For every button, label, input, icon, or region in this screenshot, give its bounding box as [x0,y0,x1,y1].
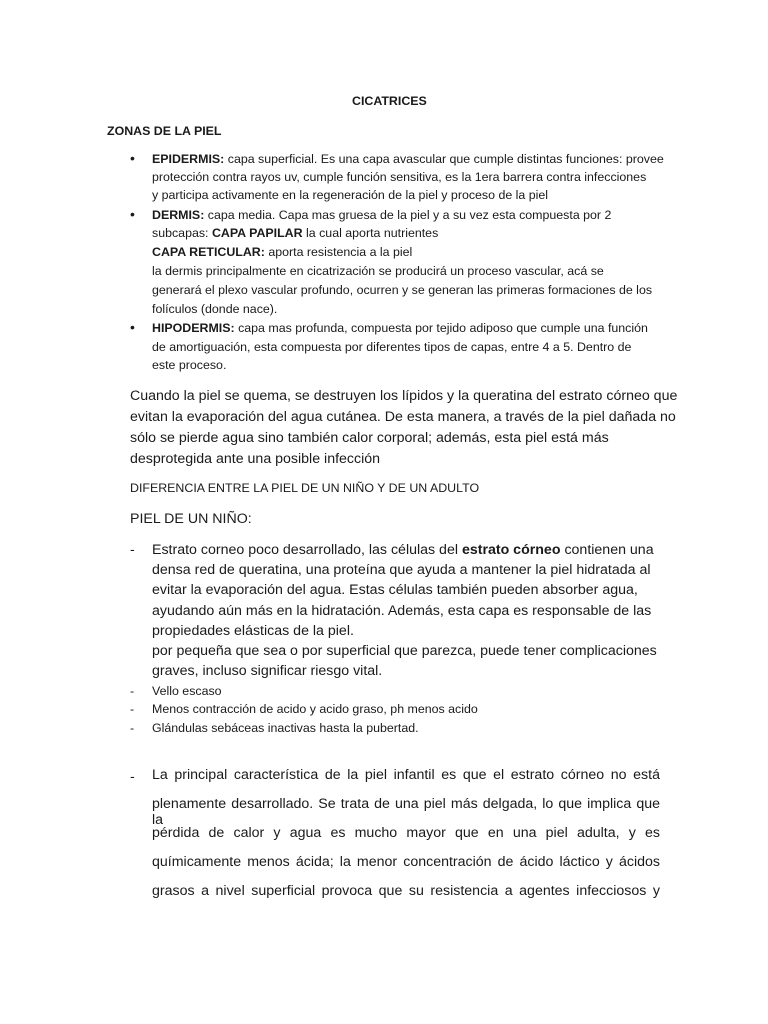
section-heading: ZONAS DE LA PIEL [107,124,222,138]
capa-papilar-term: CAPA PAPILAR [211,226,303,240]
dash-marker: - [130,721,135,735]
bullet-text: capa superficial. Es una capa avascular que cumple distintas funciones: provee [227,152,664,166]
bullet-text: y participa activamente en la regeneración de la piel y proceso de la piel [152,188,549,202]
bullet-epidermis-line [152,150,664,169]
burn-paragraph-line: desprotegida ante una posible infección [130,451,381,467]
dash-marker: - [130,702,135,716]
bullet-text: protección contra rayos uv, cumple función sensitiva, es la 1era barrera contra infecciones [152,170,647,184]
child-item-text: Estrato corneo poco desarrollado, las células del [152,542,462,558]
child-item-text: propiedades elásticas de la piel. [152,623,354,639]
bullet-text: capa mas profunda, compuesta por tejido adiposo que cumple una función [238,321,648,335]
dash-marker: - [130,542,135,558]
bullet-dot: • [130,150,135,166]
bullet-text: este proceso. [152,358,227,372]
burn-paragraph-line: Cuando la piel se quema, se destruyen los lípidos y la queratina del estrato córneo que [130,388,678,404]
dash-marker: - [130,684,135,698]
bullet-text: folículos (donde nace). [152,302,278,316]
document-title: CICATRICES [352,94,427,108]
infant-skin-line: La principal característica de la piel infantil es que el estrato córneo no está [152,767,660,783]
child-item-text: Vello escaso [152,684,222,698]
bullet-text: capa media. Capa mas gruesa de la piel y a su vez esta compuesta por 2 [207,208,612,222]
infant-skin-line: grasos a nivel superficial provoca que su resistencia a agentes infecciosos y [152,883,660,899]
estrato-corneo-term: estrato córneo [461,542,561,558]
bullet-term: DERMIS: [152,208,205,222]
dash-marker: - [130,769,135,785]
bullet-term: HIPODERMIS: [152,321,235,335]
bullet-text: generará el plexo vascular profundo, ocurren y se generan las primeras formaciones de los [152,283,653,297]
bullet-dot: • [130,319,135,335]
child-item-text: Menos contracción de acido y acido graso, ph menos acido [152,702,478,716]
child-item-text: evitar la evaporación del agua. Estas células también pueden absorber agua, [152,582,638,598]
child-item-text: densa red de queratina, una proteína que ayuda a mantener la piel hidratada al [152,562,651,578]
bullet-text: aporta resistencia a la piel [264,245,413,259]
bullet-text: la dermis principalmente en cicatrización se producirá un proceso vascular, acá se [152,264,604,278]
infant-skin-line: pérdida de calor y agua es mucho mayor que en una piel adulta, y es [152,825,660,841]
burn-paragraph-line: sólo se pierde agua sino también calor corporal; además, esta piel está más [130,430,609,446]
child-item-text: por pequeña que sea o por superficial que parezca, puede tener complicaciones [152,643,657,659]
capa-reticular-term: CAPA RETICULAR: [152,245,265,259]
child-item-text: Glándulas sebáceas inactivas hasta la pubertad. [152,721,419,735]
bullet-dermis-line [152,206,611,225]
bullet-reticular-line [152,243,412,262]
bullet-dot: • [130,206,135,222]
infant-skin-line: plenamente desarrollado. Se trata de una piel más delgada, lo que implica que la [152,796,660,828]
child-item-line [152,540,654,561]
burn-paragraph-line: evitan la evaporación del agua cutánea. De esta manera, a través de la piel dañada no [130,409,676,425]
bullet-subcapas-line [152,224,438,243]
bullet-text: la cual aporta nutrientes [302,226,439,240]
child-item-text: contienen una [560,542,654,558]
child-item-text: ayudando aún más en la hidratación. Además, esta capa es responsable de las [152,603,652,619]
bullet-term: EPIDERMIS: [152,152,225,166]
infant-skin-line: químicamente menos ácida; la menor concentración de ácido láctico y ácidos [152,854,660,870]
difference-heading: DIFERENCIA ENTRE LA PIEL DE UN NIÑO Y DE UN ADULTO [130,481,480,495]
child-item-text: graves, incluso significar riesgo vital. [152,663,383,679]
bullet-hipodermis-line [152,319,648,338]
child-heading: PIEL DE UN NIÑO: [130,511,252,527]
bullet-text: subcapas: [152,226,212,240]
bullet-text: de amortiguación, esta compuesta por diferentes tipos de capas, entre 4 a 5. Dentro de [152,340,632,354]
